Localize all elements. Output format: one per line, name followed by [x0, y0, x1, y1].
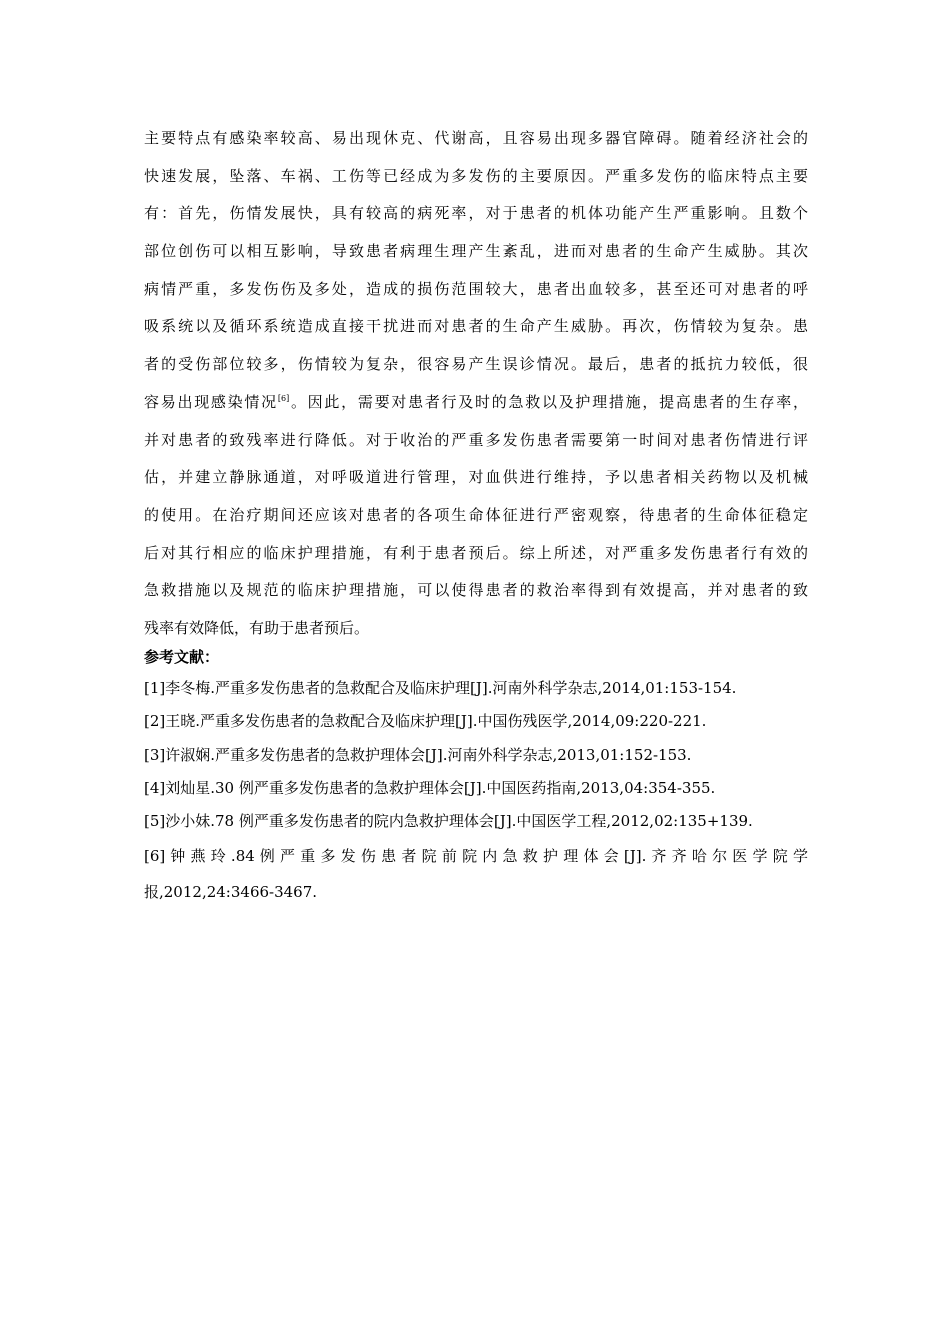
body-text-segment: 。因此，需要对患者行及时的急救以及护理措施，提高患者的生存率，: [289, 392, 808, 411]
body-line: 快速发展，坠落、车祸、工伤等已经成为多发伤的主要原因。严重多发伤的临床特点主要: [144, 166, 808, 185]
body-line: 主要特点有感染率较高、易出现休克、代谢高，且容易出现多器官障碍。随着经济社会的: [144, 129, 808, 147]
body-line: 估，并建立静脉通道，对呼吸道进行管理，对血供进行维持，予以患者相关药物以及机械: [144, 468, 808, 487]
body-line: 并对患者的致残率进行降低。对于收治的严重多发伤患者需要第一时间对患者伤情进行评: [144, 430, 808, 449]
body-text-segment: 容易出现感染情况: [144, 392, 278, 411]
body-paragraph: [144, 120, 808, 648]
reference-item-continuation: 报,2012,24:3466-3467.: [144, 883, 318, 902]
body-line: 病情严重，多发伤伤及多处，造成的损伤范围较大，患者出血较多，甚至还可对患者的呼: [144, 279, 808, 298]
reference-item: [4]刘灿星.30 例严重多发伤患者的急救护理体会[J].中国医药指南,2013,04:354-355.: [144, 778, 716, 797]
body-line: 急救措施以及规范的临床护理措施，可以使得患者的救治率得到有效提高，并对患者的致: [144, 581, 808, 600]
references-section: [144, 642, 808, 910]
body-line: 后对其行相应的临床护理措施，有利于患者预后。综上所述，对严重多发伤患者行有效的: [144, 543, 808, 562]
reference-item: [6] 钟 燕 玲 .84 例 严 重 多 发 伤 患 者 院 前 院 内 急 救 护 理 体 会 [J]. 齐 齐 哈 尔 医 学 院 学: [144, 847, 808, 866]
reference-item: [1]李冬梅.严重多发伤患者的急救配合及临床护理[J].河南外科学杂志,2014,01:153-154.: [144, 679, 737, 697]
reference-item: [3]许淑娴.严重多发伤患者的急救护理体会[J].河南外科学杂志,2013,01:152-153.: [144, 745, 692, 764]
body-line: 吸系统以及循环系统造成直接干扰进而对患者的生命产生威胁。再次，伤情较为复杂。患: [144, 317, 808, 336]
body-line: 的使用。在治疗期间还应该对患者的各项生命体征进行严密观察，待患者的生命体征稳定: [144, 505, 808, 524]
body-line: 者的受伤部位较多，伤情较为复杂，很容易产生误诊情况。最后，患者的抵抗力较低，很: [144, 355, 808, 374]
references-heading: 参考文献：: [144, 648, 220, 666]
body-line: 残率有效降低，有助于患者预后。: [144, 618, 370, 637]
body-line: 有：首先，伤情发展快，具有较高的病死率，对于患者的机体功能产生严重影响。且数个: [144, 204, 808, 223]
reference-item: [5]沙小妹.78 例严重多发伤患者的院内急救护理体会[J].中国医学工程,2012,02:135+139.: [144, 812, 753, 831]
citation-marker: [6]: [277, 393, 290, 403]
body-line-with-citation: [144, 384, 808, 422]
reference-item: [2]王晓.严重多发伤患者的急救配合及临床护理[J].中国伤残医学,2014,09:220-221.: [144, 712, 707, 731]
body-line: 部位创伤可以相互影响，导致患者病理生理产生紊乱，进而对患者的生命产生威胁。其次: [144, 242, 808, 261]
